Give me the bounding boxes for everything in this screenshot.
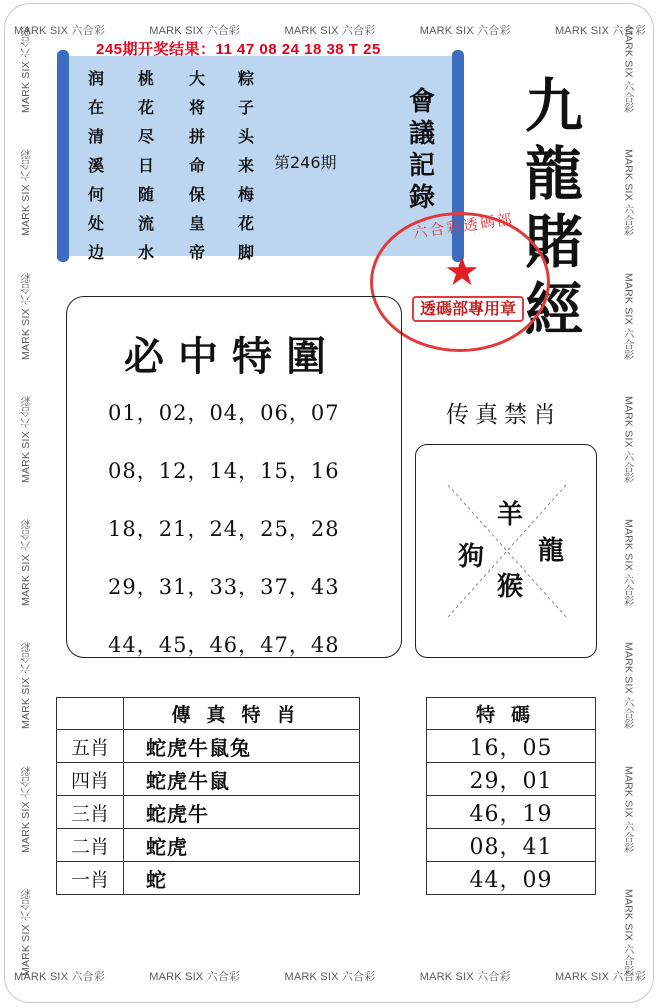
zodiac-cell: 蛇虎牛 xyxy=(124,796,360,829)
poem-scroll xyxy=(62,56,458,256)
fax-zodiac-header: 傳真特肖 xyxy=(124,698,360,730)
forbidden-zodiac-right: 龍 xyxy=(538,536,565,566)
code-cell: 29，01 xyxy=(427,763,596,796)
cross-lines xyxy=(416,445,597,658)
watermark-top xyxy=(14,22,646,38)
watermark-text: MARK SIX 六合彩 xyxy=(622,765,635,853)
poem-column: 粽子头来梅花脚 xyxy=(237,69,254,262)
table-row xyxy=(57,763,360,796)
watermark-text: MARK SIX 六合彩 xyxy=(19,149,32,237)
watermark-text: MARK SIX 六合彩 xyxy=(14,971,106,983)
watermark-text: MARK SIX 六合彩 xyxy=(19,642,32,730)
table-row xyxy=(427,763,596,796)
watermark-text: MARK SIX 六合彩 xyxy=(14,25,106,37)
watermark-right xyxy=(620,26,638,976)
watermark-text: MARK SIX 六合彩 xyxy=(149,25,241,37)
publication-title: 九龍賭經 xyxy=(524,72,583,344)
table-row xyxy=(427,730,596,763)
special-numbers-row: 01，02，04，06，07 xyxy=(108,401,340,425)
watermark-text: MARK SIX 六合彩 xyxy=(622,149,635,237)
level-cell: 三肖 xyxy=(57,796,124,829)
watermark-text: MARK SIX 六合彩 xyxy=(19,395,32,483)
meeting-record-title: 會議記錄 xyxy=(408,87,435,213)
special-numbers-title: 必中特圍 xyxy=(124,333,340,380)
zodiac-cell: 蛇 xyxy=(124,862,360,895)
special-numbers-row: 18，21，24，25，28 xyxy=(108,517,340,541)
special-numbers-row: 44，45，46，47，48 xyxy=(108,633,340,657)
watermark-text: MARK SIX 六合彩 xyxy=(554,971,646,983)
table-corner-cell xyxy=(57,698,124,730)
watermark-text: MARK SIX 六合彩 xyxy=(622,888,635,976)
code-cell: 44，09 xyxy=(427,862,596,895)
seal-stamp-arc-text: 六合彩透碼部 xyxy=(411,209,515,243)
seal-stamp-label: 透碼部專用章 xyxy=(412,296,524,322)
watermark-text: MARK SIX 六合彩 xyxy=(622,642,635,730)
zodiac-cell: 蛇虎 xyxy=(124,829,360,862)
poem-column: 润在清溪何处边 xyxy=(87,69,104,262)
watermark-text: MARK SIX 六合彩 xyxy=(284,25,376,37)
forbidden-zodiac-bottom: 猴 xyxy=(497,572,524,602)
table-row xyxy=(57,829,360,862)
watermark-bottom xyxy=(14,968,646,984)
level-cell: 一肖 xyxy=(57,862,124,895)
code-cell: 16，05 xyxy=(427,730,596,763)
special-numbers-row: 08，12，14，15，16 xyxy=(108,459,340,483)
poem-column: 桃花尽日随流水 xyxy=(137,69,154,262)
watermark-text: MARK SIX 六合彩 xyxy=(622,26,635,113)
watermark-text: MARK SIX 六合彩 xyxy=(419,971,511,983)
special-numbers-row: 29，31，33，37，43 xyxy=(108,575,340,599)
watermark-text: MARK SIX 六合彩 xyxy=(622,519,635,607)
table-row xyxy=(427,829,596,862)
level-cell: 四肖 xyxy=(57,763,124,796)
fax-zodiac-table xyxy=(56,697,360,895)
watermark-text: MARK SIX 六合彩 xyxy=(149,971,241,983)
table-row xyxy=(427,862,596,895)
table-row xyxy=(57,796,360,829)
table-row xyxy=(57,862,360,895)
watermark-text: MARK SIX 六合彩 xyxy=(19,26,32,113)
code-cell: 46，19 xyxy=(427,796,596,829)
watermark-text: MARK SIX 六合彩 xyxy=(284,971,376,983)
poem-column: 大将拼命保皇帝 xyxy=(188,69,205,262)
watermark-text: MARK SIX 六合彩 xyxy=(622,272,635,360)
level-cell: 二肖 xyxy=(57,829,124,862)
forbidden-zodiac-left: 狗 xyxy=(458,542,485,572)
special-code-header: 特碼 xyxy=(427,698,596,730)
scroll-rod-left xyxy=(57,50,69,262)
forbidden-zodiac-top: 羊 xyxy=(497,500,524,530)
watermark-left xyxy=(16,26,34,976)
table-row xyxy=(57,730,360,763)
watermark-text: MARK SIX 六合彩 xyxy=(19,765,32,853)
watermark-text: MARK SIX 六合彩 xyxy=(19,272,32,360)
watermark-text: MARK SIX 六合彩 xyxy=(419,25,511,37)
zodiac-cell: 蛇虎牛鼠 xyxy=(124,763,360,796)
watermark-text: MARK SIX 六合彩 xyxy=(19,519,32,607)
watermark-text: MARK SIX 六合彩 xyxy=(622,395,635,483)
code-cell: 08，41 xyxy=(427,829,596,862)
table-row xyxy=(427,796,596,829)
forbidden-zodiac-box xyxy=(415,444,597,658)
level-cell: 五肖 xyxy=(57,730,124,763)
draw-result-headline: 245期开奖结果：11 47 08 24 18 38 T 25 xyxy=(96,41,381,58)
issue-number: 第246期 xyxy=(274,153,337,172)
forbidden-zodiac-title: 传真禁肖 xyxy=(446,402,562,428)
watermark-text: MARK SIX 六合彩 xyxy=(554,25,646,37)
zodiac-cell: 蛇虎牛鼠兔 xyxy=(124,730,360,763)
star-icon: ★ xyxy=(444,249,480,295)
special-code-table xyxy=(426,697,596,895)
watermark-text: MARK SIX 六合彩 xyxy=(19,888,32,976)
